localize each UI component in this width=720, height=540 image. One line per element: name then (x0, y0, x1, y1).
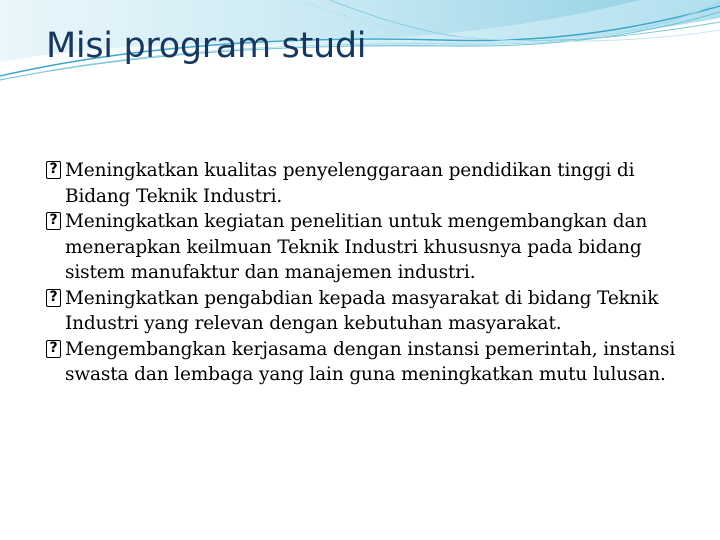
mission-item (46, 337, 696, 388)
mission-item-text: Mengembangkan kerjasama dengan instansi pemerintah, instansi swasta dan lembaga yang lain guna meningkatkan mutu lulusan. (65, 338, 676, 385)
missing-glyph-icon (46, 212, 61, 230)
mission-item-text: Meningkatkan kualitas penyelenggaraan pendidikan tinggi di Bidang Teknik Industri. (65, 160, 635, 207)
mission-item (46, 158, 696, 209)
mission-item-text: Meningkatkan pengabdian kepada masyarakat di bidang Teknik Industri yang relevan dengan kebutuhan masyarakat. (65, 287, 659, 334)
mission-item (46, 209, 696, 286)
mission-item-text: Meningkatkan kegiatan penelitian untuk mengembangkan dan menerapkan keilmuan Teknik Industri khususnya pada bidang sistem manufaktur dan manajemen industri. (65, 211, 648, 283)
mission-item (46, 286, 696, 337)
slide-title: Misi program studi (46, 26, 367, 66)
missing-glyph-icon (46, 289, 61, 307)
missing-glyph-icon (46, 161, 61, 179)
mission-list (46, 158, 696, 388)
missing-glyph-icon (46, 340, 61, 358)
